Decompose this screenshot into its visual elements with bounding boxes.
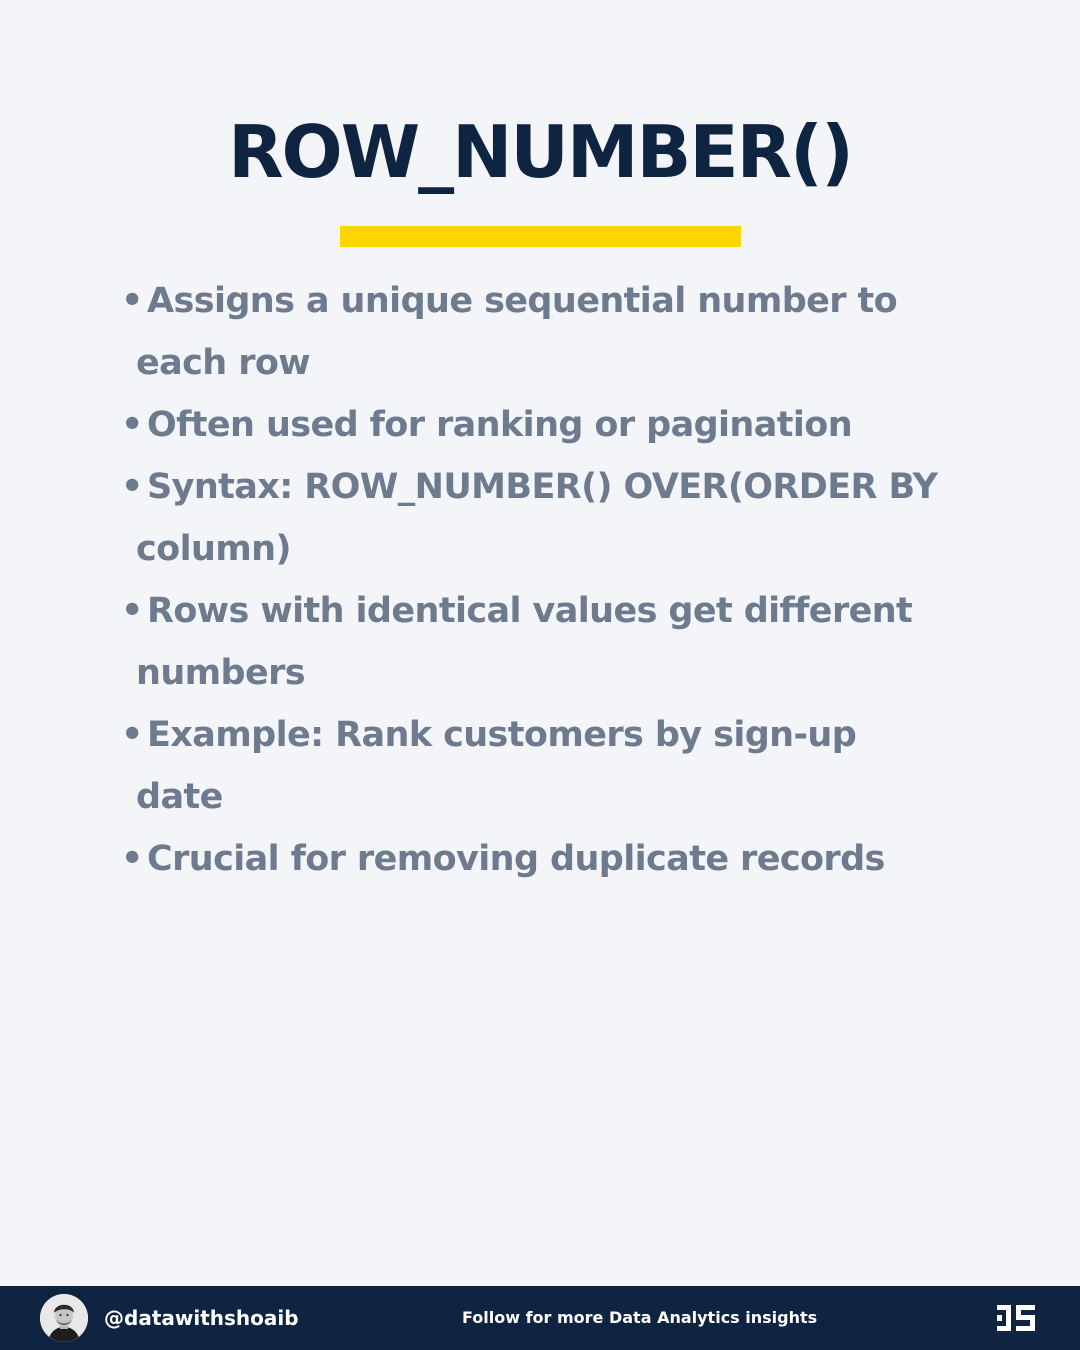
bullet-item (121, 704, 961, 828)
bullet-text-line: Example: Rank customers by sign-up (147, 715, 857, 755)
title-underline-accent (340, 226, 741, 247)
bullet-marker: • (121, 715, 143, 755)
bullet-item (121, 456, 961, 580)
bullet-marker: • (121, 281, 143, 321)
bullet-text-line: Crucial for removing duplicate records (147, 839, 885, 879)
bullet-text-line: date (136, 777, 223, 817)
bullet-marker: • (121, 405, 143, 445)
bullet-marker: • (121, 467, 143, 507)
bullet-item (121, 580, 961, 704)
bullet-text-line: each row (136, 343, 311, 383)
bullet-item (121, 828, 961, 890)
footer-bar (0, 1286, 1080, 1350)
page-title: ROW_NUMBER() (228, 110, 852, 194)
bullet-text-line: column) (136, 529, 291, 569)
bullet-text-line: Often used for ranking or pagination (147, 405, 853, 445)
author-handle[interactable]: @datawithshoaib (104, 1306, 299, 1330)
avatar[interactable] (40, 1294, 88, 1342)
bullet-text-line: Rows with identical values get different (147, 591, 913, 631)
bullet-marker: • (121, 591, 143, 631)
ds-logo-icon (996, 1303, 1036, 1333)
bullet-item (121, 270, 961, 394)
bullet-text-line: Syntax: ROW_NUMBER() OVER(ORDER BY (147, 467, 938, 507)
bullet-list (121, 270, 961, 890)
bullet-marker: • (121, 839, 143, 879)
footer-tagline: Follow for more Data Analytics insights (462, 1308, 818, 1327)
bullet-text-line: Assigns a unique sequential number to (147, 281, 898, 321)
profile-photo-icon (40, 1294, 88, 1342)
bullet-item (121, 394, 961, 456)
bullet-text-line: numbers (136, 653, 305, 693)
